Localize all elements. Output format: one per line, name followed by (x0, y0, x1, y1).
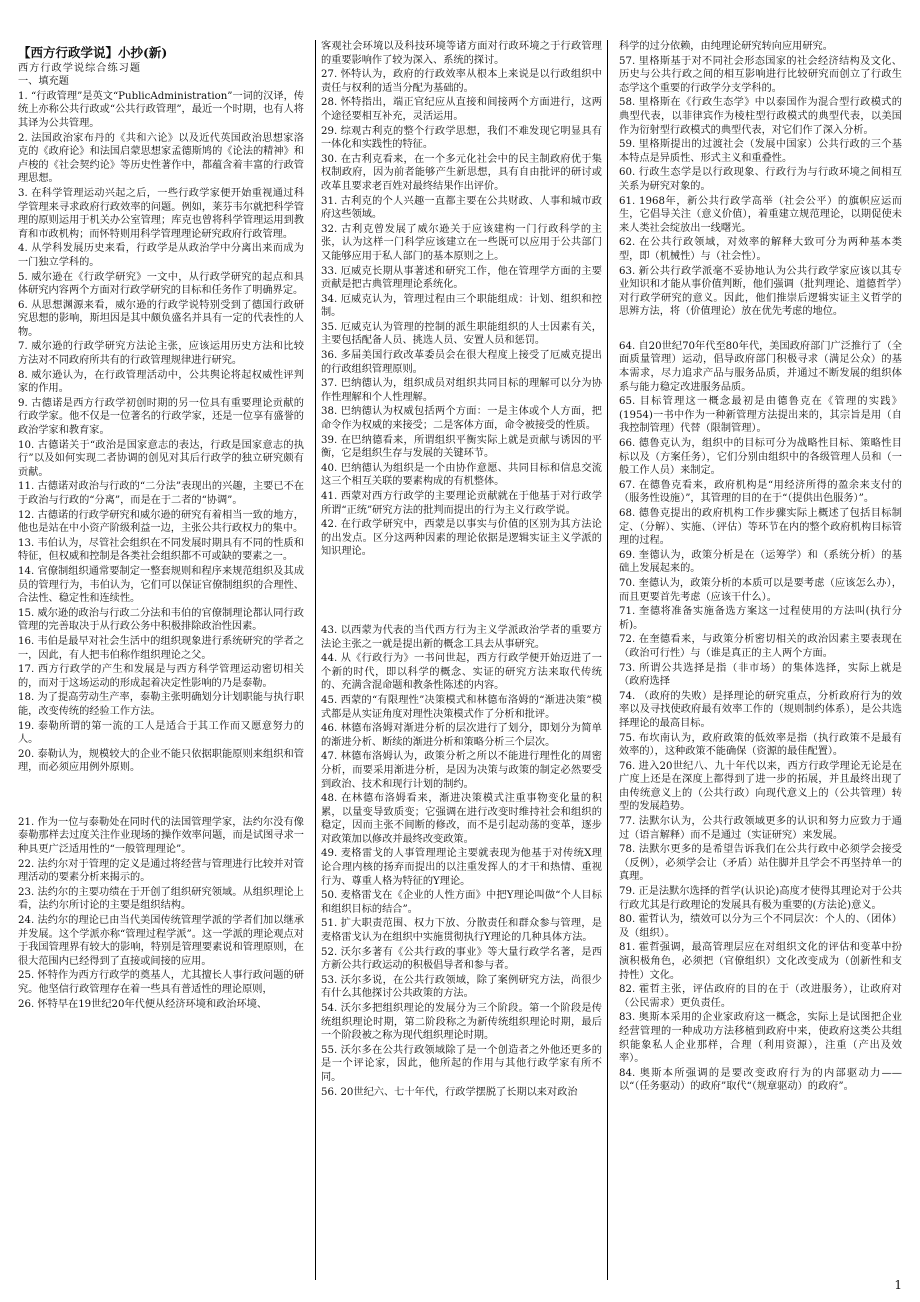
question-item: 57. 里格斯基于对不同社会形态国家的社会经济结构及文化、历史与公共行政之间的相互影响进行比较研究而创立了行政生态学这个重要的行政学分支学科的。 (619, 55, 902, 94)
document-subtitle: 西方行政学说综合练习题 (18, 62, 142, 74)
question-item: 16. 韦伯是最早对社会生活中的组织现象进行系统研究的学者之一，因此，有人把韦伯称作组织理论之父。 (18, 635, 304, 661)
question-item: 51. 扩大职责范围、权力下放、分散责任和群众参与管理，是麦格雷戈认为在组织中实施贯彻执行Y理论的几种具体方法。 (321, 918, 602, 944)
question-item: 40. 巴纳德认为组织是一个由协作意愿、共同目标和信息交流这三个相互关联的要素构成的有机整体。 (321, 462, 602, 488)
question-item: 14. 官僚制组织通常要制定一整套规则和程序来规范组织及其成员的管理行为，韦伯认为，它们可以保证官僚制组织的合理性、合法性、稳定性和连续性。 (18, 565, 304, 605)
question-item: 23. 法约尔的主要功绩在于开创了组织研究领域。从组织理论上看，法约尔所讨论的主要是组织结构。 (18, 886, 304, 912)
question-item: 60. 行政生态学是以行政现象、行政行为与行政环境之间相互关系为研究对象的。 (619, 167, 902, 192)
question-item: 39. 在巴纳德看来，所谓组织平衡实际上就是贡献与诱因的平衡，它是组织生存与发展的关键环节。 (321, 434, 602, 460)
question-item: 29. 综观古利克的整个行政学思想，我们不难发现它明显具有一体化和实践性的特征。 (321, 125, 602, 151)
document-title: 【西方行政学说】小抄(新) (18, 45, 168, 60)
question-item: 78. 法默尔更多的是希望告诉我们在公共行政中必须学会接受（反例），必须学会让（矛盾）站住脚并且学会不再坚持单一的真理。 (619, 844, 902, 883)
question-item: 7. 威尔逊的行政学研究方法论主张，应该运用历史方法和比较方法对不同政府所共有的行政管理规律进行研究。 (18, 341, 304, 367)
question-item: 18. 为了提高劳动生产率，泰勒主张明确划分计划职能与执行职能，改变传统的经验工作方法。 (18, 692, 304, 717)
question-item: 8. 威尔逊认为，在行政管理活动中，公共舆论将起权威性评判家的作用。 (18, 369, 304, 395)
question-item: 75. 布坎南认为，政府政策的低效率是指（执行政策不是最有效率的），这种政策不能确保（资源的最佳配置）。 (619, 732, 902, 758)
column-middle (315, 40, 608, 1280)
question-item: 66. 德鲁克认为，组织中的目标可分为战略性目标、策略性目标以及（方案任务），它们分别由组织中的各级管理人员和（一般工作人员）来制定。 (619, 438, 902, 477)
question-item: 36. 多届美国行政改革委员会在很大程度上接受了厄威克提出的行政组织管理原则。 (321, 350, 602, 375)
document-page (18, 40, 902, 1280)
question-item: 27. 怀特认为，政府的行政效率从根本上来说是以行政组织中责任与权利的适当分配为基础的。 (321, 69, 602, 94)
question-item: 22. 法约尔对于管理的定义是通过将经营与管理进行比较并对管理活动的要素分析来揭示的。 (18, 858, 304, 884)
question-item: 2. 法国政治家布丹的《共和六论》以及近代英国政治思想家洛克的《政府论》和法国启蒙思想家孟德斯鸠的《论法的精神》和卢梭的《社会契约论》等历史性著作中，都蕴含着丰富的行政管理思想。 (18, 132, 304, 185)
question-item: 70. 奎德认为，政策分析的本质可以是要考虑（应该怎么办），而且更要首先考虑（应该干什么）。 (619, 577, 902, 603)
question-item: 62. 在公共行政领域，对效率的解释大致可分为两种基本类型，即（机械性）与（社会性）。 (619, 237, 902, 262)
question-item: 28. 怀特指出，端正官纪应从直接和间接两个方面进行，这两个途径要相互补充，灵活运用。 (321, 97, 602, 122)
question-item: 1. “行政管理”是英文“PublicAdministration”一词的汉译，传统上亦称公共行政或“公共行政管理”，最近一个时期，也有人将其译为公共管理。 (18, 90, 304, 129)
question-item: 26. 怀特早在19世纪20年代便从经济环境和政治环境、 (18, 998, 268, 1010)
question-item: 82. 霍哲主张，评估政府的目的在于（改进服务），让政府对（公民需求）更负责任。 (619, 984, 902, 1009)
question-item: 48. 在林德布洛姆看来，渐进决策模式注重事物变化量的积累，以量变导致质变；它强调在进行改变时维持社会和组织的稳定，因而主张不间断的修改，而不是引起动荡的变革，逐步对政策加以修改并最终改变政策。 (321, 793, 602, 845)
question-item: 12. 古德诺的行政学研究和威尔逊的研究有着相当一致的地方，他也是站在中小资产阶级利益一边，主张公共行政权力的集中。 (18, 509, 304, 535)
question-item: 74. （政府的失败）是择理论的研究重点，分析政府行为的效率以及寻找使政府最有效率工作的（规则制约体系），是公共选择理论的最高目标。 (619, 690, 902, 729)
page-number: 1 (894, 1278, 902, 1292)
question-item: 10. 古德诺关于“政治是国家意志的表达，行政是国家意志的执行”以及如何实现二者协调的创见对其后行政学的独立研究颇有贡献。 (18, 439, 304, 478)
question-item: 65. 目标管理这一概念最初是由德鲁克在《管理的实践》(1954)一书中作为一种新管理方法提出来的，其宗旨是用（自我控制管理）代替（限制管理）。 (619, 396, 902, 435)
question-item: 59. 里格斯提出的过渡社会（发展中国家）公共行政的三个基本特点是异质性、形式主义和重叠性。 (619, 139, 902, 164)
question-item: 3. 在科学管理运动兴起之后，一些行政学家便开始重视通过科学管理来寻求政府行政效率的问题。例如，莱芬韦尔就把科学管理的原则运用于机关办公室管理；库克也曾将科学管理运用到教育和市政机构；而怀特则用科学管理理论研究政府行政管理。 (18, 187, 304, 240)
question-item: 77. 法默尔认为，公共行政领域更多的认识和努力应致力于通过（语言解释）而不是通过（实证研究）来发展。 (619, 816, 902, 841)
column-left (18, 40, 309, 1280)
question-item: 5. 威尔逊在《行政学研究》一文中，从行政学研究的起点和具体研究内容两个方面对行政学研究的目标和任务作了明确界定。 (18, 271, 304, 297)
question-item: 52. 沃尔多著有《公共行政的事业》等大量行政学名著，是西方新公共行政运动的积极倡导者和参与者。 (321, 946, 602, 972)
question-item: 63. 新公共行政学派毫不妥协地认为公共行政学家应该以其专业知识和才能从事价值判断，他们强调（批判理论、道德哲学）对行政学研究的意义。因此，他们推崇后逻辑实证主义哲学的思辨方法，将（价值理论）放在优先考虑的地位。 (619, 265, 902, 318)
question-item: 37. 巴纳德认为，组织成员对组织共同目标的理解可以分为协作性理解和个人性理解。 (321, 378, 602, 403)
question-item: 33. 厄威克长期从事著述和研究工作，他在管理学方面的主要贡献是把古典管理理论系统化。 (321, 265, 602, 291)
question-item: 34. 厄威克认为，管理过程由三个职能组成：计划、组织和控制。 (321, 293, 602, 319)
question-item: 56. 20世纪六、七十年代，行政学摆脱了长期以来对政治 (321, 1086, 578, 1098)
question-item: 25. 怀特作为西方行政学的奠基人，尤其擅长人事行政问题的研究。他坚信行政管理存在着一些具有普适性的理论原则， (18, 970, 304, 995)
question-item: 38. 巴纳德认为权威包括两个方面：一是主体或个人方面，把命令作为权威的来接受；二是客体方面，命令被接受的性质。 (321, 406, 602, 432)
question-item: 49. 麦格雷戈的人事管理理论主要就表现为他基于对传统X理论合理内核的扬弃而提出的以注重发挥人的才干和热情、重视行为、尊重人格为特征的Y理论。 (321, 848, 602, 887)
column-right (614, 40, 902, 1280)
question-item: 客观社会环境以及科技环境等诸方面对行政环境之于行政管理的重要影响作了较为深入、系统的探讨。 (321, 41, 602, 66)
question-item: 50. 麦格雷戈在《企业的人性方面》中把Y理论叫做“个人目标和组织目标的结合”。 (321, 890, 602, 915)
section-heading: 一、填充题 (18, 76, 69, 88)
question-item: 55. 沃尔多在公共行政领域除了是一个创造者之外他还更多的是一个评论家，因此，他所起的作用与其他行政学家有所不同。 (321, 1044, 602, 1083)
question-item: 84. 奥斯本所强调的是要改变政府行为的内部驱动力——以“（任务驱动）的政府”取代“（规章驱动）的政府”。 (619, 1067, 902, 1093)
question-item: 83. 奥斯本采用的企业家政府这一概念，实际上是试图把企业经营管理的一种成功方法移植到政府中来，使政府这类公共组织能象私人企业那样，合理（利用资源），注重（产出及效率）。 (619, 1012, 902, 1065)
question-item: 53. 沃尔多说，在公共行政领域，除了案例研究方法，尚很少有什么其他探讨公共政策的方法。 (321, 974, 602, 1000)
question-item: 21. 作为一位与泰勒处在同时代的法国管理学家，法约尔没有像泰勒那样去过度关注作业现场的操作效率问题，而是试图寻求一种具更广泛适用性的“一般管理理论”。 (18, 816, 304, 856)
question-item: 54. 沃尔多把组织理论的发展分为三个阶段。第一个阶段是传统组织理论时期，第二阶段称之为新传统组织理论时期，最后一个阶段被之称为现代组织理论时期。 (321, 1003, 602, 1042)
question-item: 79. 正是法默尔选择的哲学(认识论)高度才使得其理论对于公共行政尤其是行政理论的发展具有极为重要的(方法论)意义。 (619, 886, 902, 911)
question-item: 20. 泰勒认为，规模较大的企业不能只依据职能原则来组织和管理，而必须应用例外原则。 (18, 748, 304, 774)
question-item: 41. 西蒙对西方行政学的主要理论贡献就在于他基于对行政学所谓“正统”研究方法的批判而提出的行为主义行政学说。 (321, 491, 602, 516)
question-item: 30. 在古利克看来，在一个多元化社会中的民主制政府优于集权制政府，因为前者能够产生新思想，具有自由批评的研讨或改革且要求老百姓对最终结果作出评价。 (321, 153, 602, 192)
question-item: 19. 泰勒所谓的第一流的工人是适合于其工作而又愿意努力的人。 (18, 720, 304, 746)
question-item: 67. 在德鲁克看来，政府机构是“用经济所得的盈余来支付的（服务性设施）”，其管理的目的在于“（提供出色服务）”。 (619, 479, 902, 505)
question-item: 6. 从思想渊源来看，威尔逊的行政学说特别受到了德国行政研究思想的影响，斯坦因是其中颇负盛名并具有一定的代表性的人物。 (18, 299, 304, 338)
question-item: 31. 古利克的个人兴趣一直都主要在公共财政、人事和城市政府这些领域。 (321, 195, 602, 221)
question-item: 71. 奎德将准备实施备选方案这一过程使用的方法叫(执行分析)。 (619, 606, 902, 631)
question-item: 64. 自20世纪70年代至80年代，美国政府部门广泛推行了（全面质量管理）运动，倡导政府部门积极寻求（满足公众）的基本需求，尽力追求产品与服务品质，并通过不断发展的组织体系与能力稳定改进服务品质。 (619, 340, 902, 393)
question-item: 13. 韦伯认为，尽管社会组织在不同发展时期具有不同的性质和特征，但权威和控制是各类社会组织都不可或缺的要素之一。 (18, 537, 304, 563)
question-item: 72. 在奎德看来，与政策分析密切相关的政治因素主要表现在（政治可行性）与（谁是真正的主人两个方面。 (619, 634, 902, 659)
question-item: 44. 从《行政行为》一书问世起，西方行政学便开始迈进了一个新的时代，即以科学的概念、实证的研究方法来取代传统的、充满含混命题和教条性陈述的内容。 (321, 653, 602, 692)
question-item: 32. 古利克曾发展了威尔逊关于应该建构一门行政科学的主张，认为这样一门科学应该建立在一些既可以应用于公共部门又能够应用于私人部门的基本原则之上。 (321, 223, 602, 262)
question-item: 58. 里格斯在《行政生态学》中以泰国作为混合型行政模式的典型代表，以菲律宾作为棱柱型行政模式的典型代表，以美国作为衍射型行政模式的典型代表，对它们作了深入分析。 (619, 97, 902, 136)
question-item: 45. 西蒙的“有限理性”决策模式和林德布洛姆的“渐进决策”模式都是从实证角度对理性决策模式作了分析和批评。 (321, 694, 602, 720)
question-item: 46. 林德布洛姆对渐进分析的层次进行了划分，即划分为简单的渐进分析、断续的渐进分析和策略分析三个层次。 (321, 723, 602, 748)
question-item: 11. 古德诺对政治与行政的“二分法”表现出的兴趣，主要已不在于政治与行政的“分离”，而是在于二者的“协调”。 (18, 481, 304, 506)
question-item: 69. 奎德认为，政策分析是在（运筹学）和（系统分析）的基础上发展起来的。 (619, 549, 902, 575)
question-item: 68. 德鲁克提出的政府机构工作步骤实际上概述了包括目标制定、（分解）、实施、（评估）等环节在内的整个政府机构目标管理的过程。 (619, 508, 902, 547)
question-item: 61. 1968年，新公共行政学高举（社会公平）的旗帜应运而生，它倡导关注（意义价值），着重建立规范理论，以期促使未来人类社会绽放出一线曙光。 (619, 195, 902, 234)
question-item: 9. 古德诺是西方行政学初创时期的另一位具有重要理论贡献的行政学家。他不仅是一位著名的行政学家，还是一位享有盛誉的政治学家和教育家。 (18, 397, 304, 437)
question-item: 42. 在行政学研究中，西蒙是以事实与价值的区别为其方法论的出发点。区分这两种因素的理论依据是逻辑实证主义学派的知识理论。 (321, 519, 602, 558)
question-item: 35. 厄威克认为管理的控制的派生职能组织的人士因素有关，主要包括配备人员、挑选人员、安置人员和惩罚。 (321, 321, 602, 347)
question-item: 科学的过分依赖，由纯理论研究转向应用研究。 (619, 41, 833, 52)
question-item: 17. 西方行政学的产生和发展是与西方科学管理运动密切相关的，而对于这场运动的形成起着决定性影响的乃是泰勒。 (18, 664, 304, 689)
question-item: 80. 霍哲认为，绩效可以分为三个不同层次：个人的、（团体）及（组织）。 (619, 914, 902, 939)
question-item: 15. 威尔逊的政治与行政二分法和韦伯的官僚制理论都认同行政管理的完善取决于从行政公务中积极排除政治性因素。 (18, 607, 304, 633)
question-item: 47. 林德布洛姆认为，政策分析之所以不能进行理性化的周密分析，而要采用渐进分析，是因为决策与政策的制定必然要受到政治、技术和现行计划的制约。 (321, 751, 602, 790)
question-item: 24. 法约尔的理论已由当代美国传统管理学派的学者们加以继承并发展。这个学派亦称“管理过程学派”。这一学派的理论观点对于我国管理界有较大的影响，特别是管理要素说和管理原则，在很大范围内已经得到了直接或间接的应用。 (18, 915, 304, 967)
question-item: 81. 霍哲强调，最高管理层应在对组织文化的评估和变革中扮演积极角色，必须把（官僚组织）文化改变成为（创新性和支持性）文化。 (619, 942, 902, 981)
question-item: 43. 以西蒙为代表的当代西方行为主义学派政治学者的重要方法论主张之一就是提出新的概念工具去从事研究。 (321, 624, 602, 650)
question-item: 76. 进入20世纪八、九十年代以来，西方行政学理论无论是在广度上还是在深度上都得到了进一步的拓展，并且最终出现了由传统意义上的（公共行政）向现代意义上的（公共管理）转型的发展趋势。 (619, 760, 902, 813)
question-item: 73. 所谓公共选择是指（非市场）的集体选择，实际上就是（政府选择 (619, 662, 902, 688)
question-item: 4. 从学科发展历史来看，行政学是从政治学中分离出来而成为一门独立学科的。 (18, 243, 304, 268)
